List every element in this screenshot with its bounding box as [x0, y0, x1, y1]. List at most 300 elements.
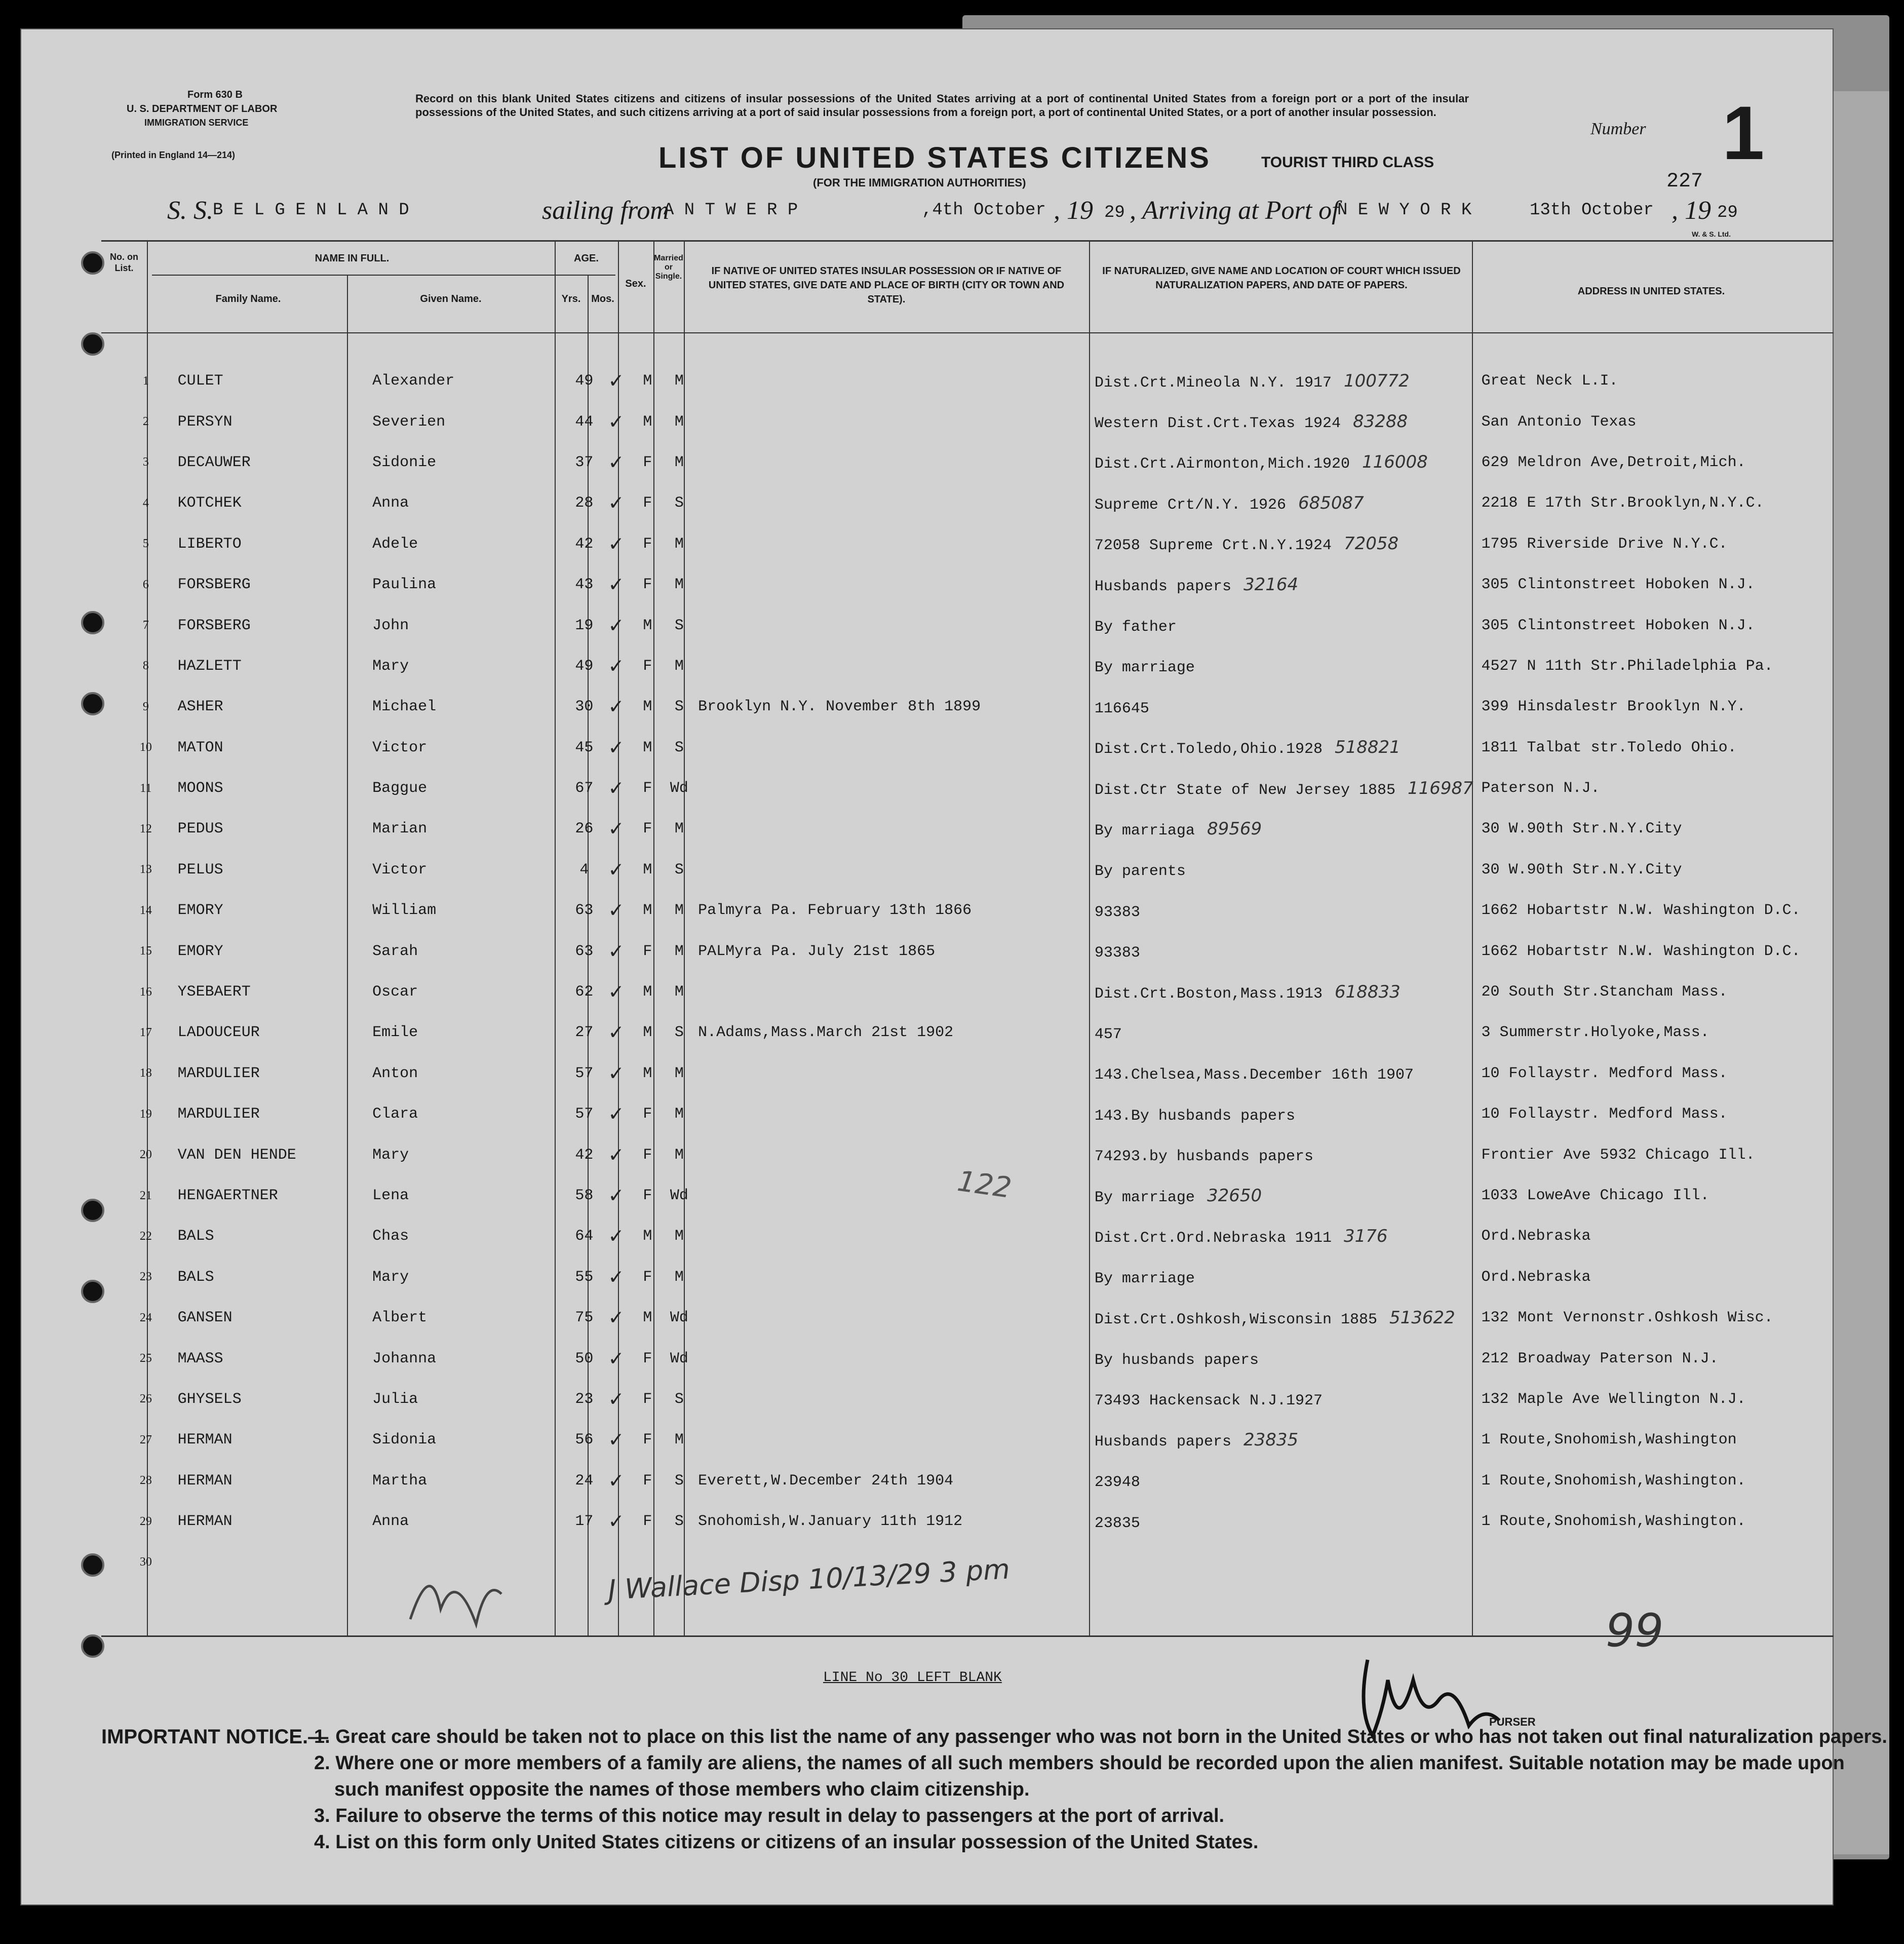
- sex: [631, 483, 665, 523]
- us-address: [1476, 687, 1834, 727]
- family-name-text: DECAUWER: [177, 453, 251, 471]
- sex: [631, 1216, 665, 1256]
- row-number: [124, 1542, 168, 1582]
- age-years-text: 58: [575, 1187, 594, 1204]
- notice-item-1: 1. Great care should be taken not to place on this list the name of any passenger who was not born in the United States or who has not taken out final naturalization papers.: [314, 1726, 1887, 1747]
- row-number-text: 27: [139, 1433, 152, 1446]
- family-name: [168, 1216, 365, 1256]
- birth-info: [694, 850, 1091, 890]
- family-name: [168, 646, 365, 687]
- naturalization-info: [1091, 442, 1476, 483]
- family-name-text: BALS: [177, 1228, 214, 1245]
- birth-info-text: Brooklyn N.Y. November 8th 1899: [698, 698, 981, 716]
- row-number: [124, 1012, 168, 1053]
- family-name-text: GHYSELS: [177, 1390, 242, 1408]
- check-mark: [601, 809, 631, 849]
- naturalization-info-text: Dist.Crt.Mineola N.Y. 1917: [1094, 374, 1332, 392]
- row-number: [124, 605, 168, 645]
- us-address: [1476, 483, 1834, 523]
- page-subtitle: (FOR THE IMMIGRATION AUTHORITIES): [813, 176, 1026, 189]
- family-name-text: BALS: [177, 1268, 214, 1286]
- check-mark-text: ✓: [609, 1265, 623, 1291]
- header-birth: IF NATIVE OF UNITED STATES INSULAR POSSESSION OR IF NATIVE OF UNITED STATES, GIVE DATE AND PLACE OF BIRTH (CITY OR TOWN AND STATE).: [708, 265, 1065, 305]
- age-years-text: 49: [575, 372, 594, 390]
- sex-text: F: [643, 453, 652, 471]
- marital-status-text: M: [674, 1431, 684, 1449]
- page-stamp: 227: [1666, 170, 1703, 193]
- family-name: [168, 1379, 365, 1420]
- naturalization-info-text: 23948: [1094, 1474, 1140, 1492]
- age-years-text: 24: [575, 1472, 594, 1490]
- age-years-text: 43: [575, 576, 594, 594]
- given-name: [365, 687, 567, 727]
- sex-text: F: [643, 1146, 652, 1164]
- family-name-text: ASHER: [177, 698, 223, 716]
- naturalization-info-text: By husbands papers: [1094, 1352, 1259, 1369]
- sex: [631, 728, 665, 768]
- age-years-text: 67: [575, 780, 594, 797]
- check-mark-text: ✓: [609, 1428, 623, 1454]
- family-name: [168, 890, 365, 931]
- row-number: [124, 483, 168, 523]
- family-name-text: FORSBERG: [177, 576, 251, 594]
- row-number-text: 4: [142, 496, 149, 510]
- naturalization-info: [1091, 1094, 1476, 1134]
- sex-text: M: [643, 1228, 652, 1245]
- sex: [631, 972, 665, 1012]
- pencil-note-center: 122: [955, 1164, 1014, 1205]
- naturalization-info: [1091, 564, 1476, 605]
- birth-info: [694, 1257, 1091, 1298]
- birth-info: [694, 972, 1091, 1012]
- check-mark-text: ✓: [609, 858, 623, 884]
- naturalization-info-text: By parents: [1094, 863, 1186, 881]
- marital-status-text: S: [674, 617, 684, 634]
- family-name: [168, 564, 365, 605]
- check-mark: [601, 1012, 631, 1053]
- birth-info-text: Everett,W.December 24th 1904: [698, 1472, 954, 1490]
- marital-status: [665, 809, 694, 849]
- us-address: [1476, 1216, 1834, 1256]
- age-years: [567, 361, 602, 401]
- row-number: [124, 1420, 168, 1460]
- age-years: [567, 890, 602, 931]
- row-number: [124, 809, 168, 849]
- age-years-text: 37: [575, 453, 594, 471]
- us-address-text: 399 Hinsdalestr Brooklyn N.Y.: [1481, 698, 1746, 716]
- family-name: [168, 401, 365, 442]
- family-name: [168, 361, 365, 401]
- marital-status: [665, 1338, 694, 1379]
- marital-status: [665, 1298, 694, 1338]
- table-row: [124, 1298, 1834, 1338]
- age-years: [567, 687, 602, 727]
- naturalization-info: [1091, 1338, 1476, 1379]
- us-address-text: 20 South Str.Stancham Mass.: [1481, 983, 1728, 1001]
- age-years: [567, 1175, 602, 1216]
- sex-text: M: [643, 739, 652, 756]
- birth-info: [694, 1053, 1091, 1094]
- check-mark: [601, 1298, 631, 1338]
- given-name: [365, 890, 567, 931]
- family-name: [168, 1338, 365, 1379]
- row-number-text: 8: [142, 659, 149, 673]
- given-name: [365, 442, 567, 483]
- row-number: [124, 1094, 168, 1134]
- row-number-text: 19: [139, 1107, 152, 1121]
- check-mark: [601, 728, 631, 768]
- given-name-text: Paulina: [372, 576, 437, 594]
- table-row: [124, 768, 1834, 809]
- birth-info: [694, 483, 1091, 523]
- family-name-text: PERSYN: [177, 413, 232, 431]
- given-name-text: Oscar: [372, 983, 418, 1001]
- pencil-file-number: 89569: [1207, 818, 1262, 839]
- check-mark-text: ✓: [609, 736, 623, 761]
- marital-status: [665, 931, 694, 971]
- given-name: [365, 1501, 567, 1542]
- header-yrs: Yrs.: [561, 293, 581, 304]
- row-number: [124, 768, 168, 809]
- pencil-file-number: 32650: [1207, 1185, 1262, 1206]
- table-row: [124, 442, 1834, 483]
- row-number: [124, 361, 168, 401]
- check-mark-text: ✓: [609, 1143, 623, 1169]
- pencil-scribble: [400, 1548, 512, 1634]
- given-name-text: Chas: [372, 1228, 409, 1245]
- marital-status-text: M: [674, 1228, 684, 1245]
- given-name-text: Emile: [372, 1024, 418, 1042]
- pencil-note-right: 99: [1606, 1604, 1664, 1657]
- naturalization-info: [1091, 1420, 1476, 1460]
- family-name-text: HERMAN: [177, 1472, 232, 1490]
- family-name: [168, 809, 365, 849]
- row-number-text: 29: [139, 1514, 152, 1528]
- marital-status: [665, 361, 694, 401]
- check-mark: [601, 1175, 631, 1216]
- sex-text: M: [643, 413, 652, 431]
- binding-hole: [81, 332, 104, 356]
- row-number: [124, 931, 168, 971]
- given-name: [365, 1134, 567, 1175]
- us-address-text: 629 Meldron Ave,Detroit,Mich.: [1481, 453, 1746, 471]
- table-row: [124, 1379, 1834, 1420]
- sex-text: F: [643, 494, 652, 512]
- us-address-text: Frontier Ave 5932 Chicago Ill.: [1481, 1146, 1755, 1164]
- age-years: [567, 1338, 602, 1379]
- given-name: [365, 1338, 567, 1379]
- pencil-file-number: 116008: [1362, 452, 1428, 473]
- check-mark-text: ✓: [609, 980, 623, 1006]
- sex: [631, 1420, 665, 1460]
- birth-info: [694, 1175, 1091, 1216]
- check-mark: [601, 605, 631, 645]
- given-name-text: Sidonie: [372, 453, 437, 471]
- manifest-number: 1: [1722, 90, 1765, 175]
- naturalization-info: [1091, 605, 1476, 645]
- pencil-file-number: 32164: [1243, 574, 1299, 595]
- given-name: [365, 768, 567, 809]
- table-row: [124, 1420, 1834, 1460]
- naturalization-info-text: By marriaga: [1094, 822, 1195, 840]
- marital-status-text: M: [674, 1268, 684, 1286]
- family-name-text: HENGAERTNER: [177, 1187, 278, 1204]
- pencil-file-number: 83288: [1353, 411, 1408, 432]
- binding-hole: [81, 1553, 104, 1577]
- check-mark: [601, 524, 631, 564]
- sex-text: F: [643, 1350, 652, 1367]
- pencil-file-number: 116987: [1408, 778, 1473, 798]
- sex-text: F: [643, 820, 652, 838]
- given-name: [365, 1053, 567, 1094]
- given-name-text: Adele: [372, 535, 418, 553]
- header-name-in-full: NAME IN FULL.: [315, 253, 390, 264]
- check-mark: [601, 361, 631, 401]
- table-row: [124, 524, 1834, 564]
- table-row: [124, 1053, 1834, 1094]
- us-address: [1476, 890, 1834, 931]
- sex-text: M: [643, 861, 652, 879]
- age-years-text: 62: [575, 983, 594, 1001]
- us-address-text: 2218 E 17th Str.Brooklyn,N.Y.C.: [1481, 494, 1764, 512]
- row-number-text: 23: [139, 1270, 152, 1284]
- age-years: [567, 809, 602, 849]
- birth-info: [694, 1338, 1091, 1379]
- check-mark: [601, 1216, 631, 1256]
- header-age: AGE.: [574, 253, 599, 264]
- sex: [631, 442, 665, 483]
- us-address-text: 1795 Riverside Drive N.Y.C.: [1481, 535, 1728, 553]
- us-address: [1476, 401, 1834, 442]
- age-years-text: 26: [575, 820, 594, 838]
- check-mark-text: ✓: [609, 1225, 623, 1250]
- age-years: [567, 1501, 602, 1542]
- sex-text: F: [643, 1187, 652, 1204]
- marital-status: [665, 1461, 694, 1501]
- birth-info: [694, 1379, 1091, 1420]
- sex-text: F: [643, 1390, 652, 1408]
- check-mark: [601, 1134, 631, 1175]
- marital-status-text: M: [674, 535, 684, 553]
- age-years: [567, 401, 602, 442]
- age-years-text: 57: [575, 1106, 594, 1123]
- naturalization-info: [1091, 483, 1476, 523]
- naturalization-info: [1091, 768, 1476, 809]
- age-years-text: 63: [575, 942, 594, 960]
- us-address-text: 3 Summerstr.Holyoke,Mass.: [1481, 1024, 1709, 1042]
- row-number: [124, 972, 168, 1012]
- marital-status: [665, 401, 694, 442]
- birth-info: [694, 401, 1091, 442]
- age-years-text: 17: [575, 1513, 594, 1531]
- naturalization-info: [1091, 1175, 1476, 1216]
- check-mark: [601, 483, 631, 523]
- sex: [631, 931, 665, 971]
- check-mark: [601, 1420, 631, 1460]
- sex: [631, 1298, 665, 1338]
- given-name: [365, 524, 567, 564]
- age-years-text: 23: [575, 1390, 594, 1408]
- naturalization-info-text: Dist.Ctr State of New Jersey 1885: [1094, 781, 1396, 799]
- birth-info: [694, 1420, 1091, 1460]
- age-years-text: 49: [575, 657, 594, 675]
- naturalization-info-text: Supreme Crt/N.Y. 1926: [1094, 496, 1286, 514]
- family-name-text: MOONS: [177, 780, 223, 797]
- row-number: [124, 524, 168, 564]
- header-family-name: Family Name.: [215, 293, 281, 304]
- sex-text: M: [643, 902, 652, 920]
- age-years: [567, 931, 602, 971]
- sex: [631, 768, 665, 809]
- marital-status-text: M: [674, 1106, 684, 1123]
- us-address-text: 1 Route,Snohomish,Washington: [1481, 1431, 1737, 1449]
- family-name: [168, 1501, 365, 1542]
- marital-status: [665, 890, 694, 931]
- row-number: [124, 687, 168, 727]
- age-years-text: 19: [575, 617, 594, 634]
- us-address-text: 1662 Hobartstr N.W. Washington D.C.: [1481, 902, 1801, 920]
- naturalization-info: [1091, 646, 1476, 687]
- us-address: [1476, 728, 1834, 768]
- family-name: [168, 1542, 365, 1582]
- marital-status-text: M: [674, 576, 684, 594]
- birth-info-text: PALMyra Pa. July 21st 1865: [698, 942, 936, 960]
- birth-info: [694, 1298, 1091, 1338]
- us-address: [1476, 1257, 1834, 1298]
- given-name: [365, 1461, 567, 1501]
- marital-status-text: S: [674, 1024, 684, 1042]
- check-mark-text: ✓: [609, 614, 623, 639]
- year-1: 29: [1104, 203, 1125, 222]
- table-row: [124, 564, 1834, 605]
- birth-info: [694, 1501, 1091, 1542]
- row-number-text: 5: [142, 537, 149, 551]
- naturalization-info: [1091, 1542, 1476, 1582]
- check-mark: [601, 850, 631, 890]
- us-address: [1476, 768, 1834, 809]
- marital-status: [665, 1134, 694, 1175]
- naturalization-info: [1091, 890, 1476, 931]
- table-row: [124, 972, 1834, 1012]
- naturalization-info-text: Dist.Crt.Toledo,Ohio.1928: [1094, 741, 1323, 758]
- family-name-text: MARDULIER: [177, 1106, 260, 1123]
- sex-text: M: [643, 1064, 652, 1082]
- row-number-text: 10: [139, 741, 152, 754]
- sex: [631, 1461, 665, 1501]
- age-years-text: 50: [575, 1350, 594, 1367]
- header-no: No. on List.: [110, 252, 138, 273]
- marital-status: [665, 1175, 694, 1216]
- family-name: [168, 728, 365, 768]
- check-mark: [601, 1094, 631, 1134]
- sex-text: F: [643, 942, 652, 960]
- naturalization-info: [1091, 1461, 1476, 1501]
- given-name-text: Victor: [372, 861, 428, 879]
- marital-status: [665, 1501, 694, 1542]
- marital-status-text: M: [674, 942, 684, 960]
- marital-status: [665, 564, 694, 605]
- given-name: [365, 1012, 567, 1053]
- age-years-text: 75: [575, 1309, 594, 1327]
- given-name-text: Mary: [372, 657, 409, 675]
- given-name: [365, 1420, 567, 1460]
- sex-text: M: [643, 372, 652, 390]
- birth-info: [694, 564, 1091, 605]
- row-number: [124, 850, 168, 890]
- given-name: [365, 1216, 567, 1256]
- depart-date: ,4th October: [922, 201, 1046, 220]
- check-mark-text: ✓: [609, 817, 623, 843]
- pencil-file-number: 618833: [1334, 981, 1401, 1002]
- sex: [631, 1094, 665, 1134]
- age-years: [567, 564, 602, 605]
- row-number-text: 30: [139, 1555, 152, 1569]
- us-address: [1476, 1175, 1834, 1216]
- check-mark-text: ✓: [609, 1387, 623, 1413]
- given-name-text: Severien: [372, 413, 446, 431]
- us-address-text: Great Neck L.I.: [1481, 372, 1618, 390]
- pencil-file-number: 3176: [1343, 1226, 1388, 1246]
- row-number: [124, 1379, 168, 1420]
- sailing-label: sailing from: [542, 196, 669, 225]
- row-number-text: 3: [142, 455, 149, 469]
- row-number-text: 14: [139, 903, 152, 917]
- sex-text: M: [643, 698, 652, 716]
- us-address: [1476, 1420, 1834, 1460]
- sex-text: M: [643, 1309, 652, 1327]
- given-name-text: Anna: [372, 1513, 409, 1531]
- age-years-text: 44: [575, 413, 594, 431]
- naturalization-info: [1091, 850, 1476, 890]
- naturalization-info: [1091, 1298, 1476, 1338]
- table-row: [124, 401, 1834, 442]
- binding-hole: [81, 692, 104, 715]
- birth-info: [694, 1134, 1091, 1175]
- naturalization-info-text: 23835: [1094, 1514, 1140, 1532]
- arriving-label: , Arriving at Port of: [1130, 196, 1339, 225]
- given-name-text: Mary: [372, 1268, 409, 1286]
- marital-status-text: S: [674, 739, 684, 756]
- check-mark: [601, 768, 631, 809]
- us-address: [1476, 1298, 1834, 1338]
- us-address-text: 212 Broadway Paterson N.J.: [1481, 1350, 1719, 1367]
- sex: [631, 890, 665, 931]
- sex-text: F: [643, 1106, 652, 1123]
- pencil-file-number: 23835: [1243, 1429, 1299, 1450]
- year-prefix-2: , 19: [1672, 196, 1711, 225]
- table-row: [124, 1012, 1834, 1053]
- family-name-text: VAN DEN HENDE: [177, 1146, 296, 1164]
- family-name-text: LIBERTO: [177, 535, 242, 553]
- sex: [631, 850, 665, 890]
- pencil-file-number: 513622: [1389, 1307, 1455, 1328]
- family-name-text: PEDUS: [177, 820, 223, 838]
- us-address: [1476, 931, 1834, 971]
- age-years: [567, 483, 602, 523]
- us-address-text: 1662 Hobartstr N.W. Washington D.C.: [1481, 942, 1801, 960]
- naturalization-info: [1091, 1257, 1476, 1298]
- family-name-text: KOTCHEK: [177, 494, 242, 512]
- check-mark-text: ✓: [609, 939, 623, 965]
- family-name: [168, 972, 365, 1012]
- marital-status-text: M: [674, 1064, 684, 1082]
- row-number: [124, 1257, 168, 1298]
- marital-status: [665, 483, 694, 523]
- check-mark-text: ✓: [609, 1306, 623, 1332]
- row-number: [124, 1338, 168, 1379]
- row-number-text: 12: [139, 822, 152, 835]
- naturalization-info-text: By marriage: [1094, 1189, 1195, 1206]
